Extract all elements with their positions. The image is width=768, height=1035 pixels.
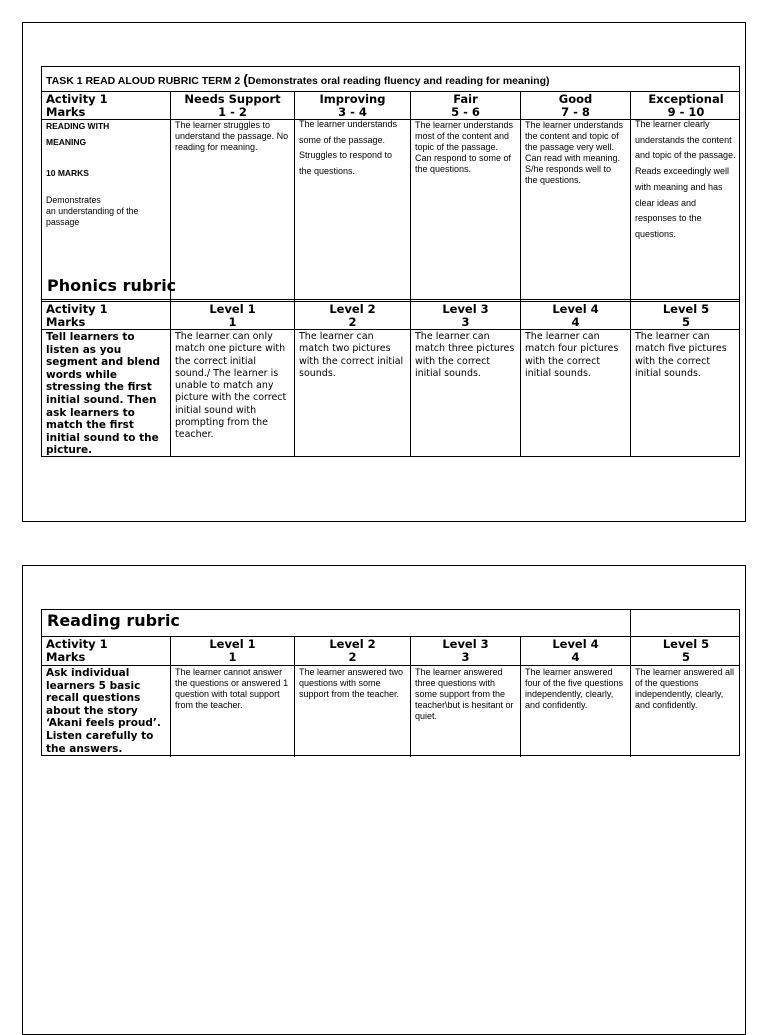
reading-descriptor-level-5: The learner answered all of the questions independently, clearly, and confidently. (630, 666, 741, 757)
criterion-title: READING WITH (46, 121, 110, 131)
criterion-desc-2: an understanding of the (46, 206, 139, 216)
descriptor-needs-support: The learner struggles to understand the passage. No reading for meaning. (170, 120, 294, 301)
header-label: Level 1 (209, 637, 256, 651)
header-range: 4 (571, 650, 580, 664)
header-activity (42, 637, 170, 665)
phonics-descriptor-level-4: The learner can match four pictures with the correct initial sounds. (520, 330, 630, 457)
phonics-descriptor-level-1: The learner can only match one picture with the correct initial sound./ The learner is unable to match any picture with the correct initial sound with prompting from the teacher. (170, 330, 294, 457)
header-range: 2 (348, 315, 357, 329)
header-range: 7 - 8 (561, 105, 590, 119)
header-level-2 (294, 637, 410, 665)
rubric-title-text: TASK 1 READ ALOUD RUBRIC TERM 2 (46, 75, 244, 87)
header-exceptional (630, 92, 741, 119)
header-range: 1 (228, 650, 237, 664)
header-range: 5 - 6 (451, 105, 480, 119)
reading-title: Reading rubric (47, 611, 180, 630)
header-label: Exceptional (648, 92, 724, 106)
header-level-4 (520, 302, 630, 329)
header-label: Level 1 (209, 302, 256, 316)
document-page-1 (22, 22, 746, 522)
phonics-instruction: Tell learners to listen as you segment and blend words while stressing the first initial sound. Then ask learners to match the first initial sound to the picture. (46, 331, 161, 457)
header-range: 3 (461, 315, 470, 329)
phonics-descriptor-level-3: The learner can match three pictures with the correct initial sounds. (410, 330, 520, 457)
reading-descriptor-level-2: The learner answered two questions with some support from the teacher. (294, 666, 410, 757)
reading-descriptor-level-3: The learner answered three questions with some support from the teacher\but is hesitant or quiet. (410, 666, 520, 757)
read-aloud-rubric-table (41, 66, 740, 300)
rubric-title (42, 67, 739, 91)
header-label: Level 3 (442, 637, 489, 651)
header-label: Needs Support (184, 92, 281, 106)
header-label: Good (558, 92, 593, 106)
header-level-3 (410, 302, 520, 329)
header-marks-label: Marks (46, 105, 86, 119)
phonics-title-row (42, 274, 739, 301)
header-level-5 (630, 637, 741, 665)
header-activity (42, 302, 170, 329)
header-activity-label: Activity 1 (46, 302, 108, 316)
header-range: 1 - 2 (218, 105, 247, 119)
header-level-4 (520, 637, 630, 665)
header-label: Level 5 (662, 637, 710, 651)
reading-rubric-table (41, 609, 740, 756)
header-good (520, 92, 630, 119)
phonics-criterion-row (42, 329, 739, 457)
header-marks-label: Marks (46, 650, 86, 664)
header-level-2 (294, 302, 410, 329)
header-fair (410, 92, 520, 119)
header-label: Level 4 (552, 637, 599, 651)
criterion-desc-1: Demonstrates (46, 195, 101, 205)
reading-descriptor-level-4: The learner answered four of the five questions independently, clearly, and confidently. (520, 666, 630, 757)
header-improving (294, 92, 410, 119)
phonics-title-empty-cell (630, 274, 741, 301)
header-range: 2 (348, 650, 357, 664)
header-range: 9 - 10 (667, 105, 705, 119)
header-activity (42, 92, 170, 119)
header-range: 4 (571, 315, 580, 329)
reading-instruction: Ask individual learners 5 basic recall questions about the story ‘Akani feels proud’. Listen carefully to the answers. (46, 667, 161, 755)
header-label: Level 2 (329, 637, 376, 651)
header-level-5 (630, 302, 741, 329)
header-range: 1 (228, 315, 237, 329)
header-level-1 (170, 637, 294, 665)
header-range: 5 (681, 650, 690, 664)
reading-criterion-row (42, 665, 739, 757)
reading-header-row (42, 636, 739, 665)
criterion-desc-3: passage (46, 217, 80, 227)
descriptor-improving: The learner understands some of the passage. Struggles to respond to the questions. (294, 117, 410, 301)
phonics-title: Phonics rubric (47, 276, 177, 295)
phonics-descriptor-level-2: The learner can match two pictures with the correct initial sounds. (294, 330, 410, 457)
header-level-1 (170, 302, 294, 329)
header-range: 3 - 4 (338, 105, 367, 119)
header-range: 5 (681, 315, 690, 329)
phonics-header-row (42, 301, 739, 329)
header-label: Level 5 (662, 302, 710, 316)
header-label: Level 4 (552, 302, 599, 316)
header-level-3 (410, 637, 520, 665)
header-label: Fair (453, 92, 478, 106)
rubric-header-row (42, 91, 739, 119)
header-needs-support (170, 92, 294, 119)
descriptor-exceptional: The learner clearly understands the content and topic of the passage. Reads exceedingly well with meaning and has clear ideas and responses to the questions. (630, 117, 741, 301)
reading-descriptor-level-1: The learner cannot answer the questions or answered 1 question with total support from the teacher. (170, 666, 294, 757)
header-range: 3 (461, 650, 470, 664)
phonics-descriptor-level-5: The learner can match five pictures with the correct initial sounds. (630, 330, 741, 457)
rubric-title-paren: ( (243, 71, 248, 87)
descriptor-good: The learner understands the content and topic of the passage very well. Can read with meaning. S/he responds well to the questions. (520, 120, 630, 301)
header-activity-label: Activity 1 (46, 637, 108, 651)
criterion-marks: 10 MARKS (46, 168, 89, 178)
header-marks-label: Marks (46, 315, 86, 329)
rubric-title-subtext: Demonstrates oral reading fluency and reading for meaning) (247, 75, 550, 87)
descriptor-fair: The learner understands most of the content and topic of the passage. Can respond to some of the questions. (410, 120, 520, 301)
reading-title-empty-cell (630, 610, 741, 636)
header-label: Level 3 (442, 302, 489, 316)
phonics-rubric-table (41, 274, 740, 457)
rubric-title-row (42, 67, 739, 91)
criterion-title-2: MEANING (46, 137, 87, 147)
document-page-2 (22, 565, 746, 1035)
header-activity-label: Activity 1 (46, 92, 108, 106)
header-label: Level 2 (329, 302, 376, 316)
header-label: Improving (319, 92, 386, 106)
reading-title-row (42, 610, 739, 636)
